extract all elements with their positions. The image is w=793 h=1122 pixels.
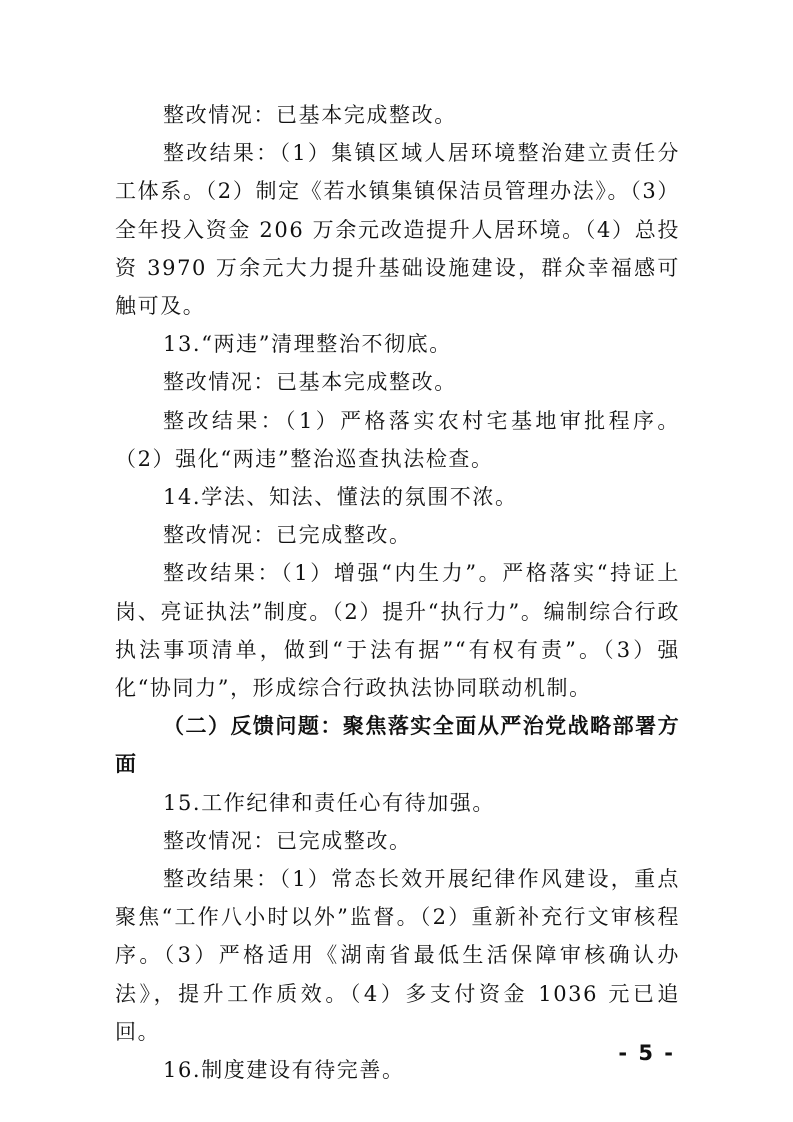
paragraph-status-14: 整改情况：已完成整改。: [163, 523, 412, 548]
page-number: - 5 -: [618, 1041, 675, 1065]
paragraph-item-15: 15.工作纪律和责任心有待加强。: [163, 790, 495, 815]
paragraph-result-13: 整改结果：（1）严格落实农村宅基地审批程序。（2）强化“两违”整治巡查执法检查。: [115, 408, 680, 471]
paragraph-result-14: 整改结果：（1）增强“内生力”。严格落实“持证上岗、亮证执法”制度。（2）提升“执行力”。编制综合行政执法事项清单，做到“于法有据”“有权有责”。（3）强化“协同力”，形成综合行政执法协同联动机制。: [115, 561, 680, 701]
paragraph-item-16: 16.制度建设有待完善。: [163, 1058, 405, 1083]
paragraph-item-13: 13.“两违”清理整治不彻底。: [163, 332, 452, 357]
paragraph-result-1: 整改结果：（1）集镇区域人居环境整治建立责任分工体系。（2）制定《若水镇集镇保洁员管理办法》。（3）全年投入资金 206 万余元改造提升人居环境。（4）总投资 3970 万余元大力提升基础设施建设，群众幸福感可触可及。: [115, 141, 680, 319]
paragraph-result-15: 整改结果：（1）常态长效开展纪律作风建设，重点聚焦“工作八小时以外”监督。（2）重新补充行文审核程序。（3）严格适用《湖南省最低生活保障审核确认办法》，提升工作质效。（4）多支付资金 1036 元已追回。: [115, 867, 680, 1044]
paragraph-status-13: 整改情况：已基本完成整改。: [163, 370, 457, 395]
paragraph-status-1: 整改情况：已基本完成整改。: [163, 103, 457, 127]
paragraph-item-14: 14.学法、知法、懂法的氛围不浓。: [163, 485, 518, 510]
section-heading: （二）反馈问题：聚焦落实全面从严治党战略部署方面: [115, 713, 680, 777]
paragraph-status-15: 整改情况：已完成整改。: [163, 828, 412, 853]
document-body: [115, 96, 680, 1089]
